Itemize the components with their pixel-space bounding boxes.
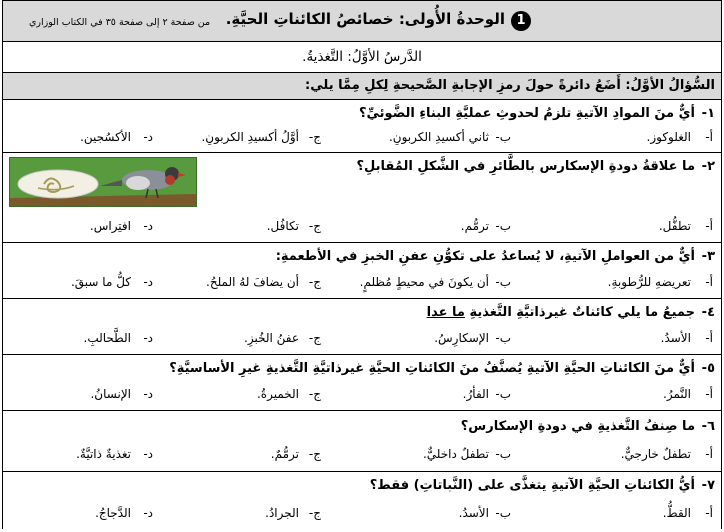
textbook-reference: من صفحة ٢ إلى صفحة ٣٥ في الكتاب الوزاري	[29, 17, 211, 28]
question-3	[3, 243, 721, 299]
option-c[interactable]: ج-تكافُل.	[266, 219, 321, 233]
lesson-title: الدَّرسُ الأوَّلُ: التَّغذيةُ.	[3, 42, 721, 73]
unit-header	[3, 0, 721, 42]
bird-parasite-image	[9, 157, 197, 207]
unit-title: الوحدةُ الأُولى: خصائصُ الكائناتِ الحيَّةِ.	[225, 10, 505, 28]
option-d[interactable]: د-الإنسانُ.	[90, 387, 153, 401]
option-a[interactable]: أ-الغلوكوز.	[646, 130, 713, 144]
option-d[interactable]: د-الدَّجاجُ.	[95, 506, 153, 520]
option-a[interactable]: أ-تعريضهِ للرُّطوبةِ.	[607, 275, 713, 289]
option-c[interactable]: ج-أن يضافَ لهُ الملحُ.	[206, 275, 321, 289]
option-a[interactable]: أ-القطُّ.	[662, 506, 713, 520]
option-a[interactable]: أ-تطفلٌ خارجيٌّ.	[620, 447, 713, 461]
option-d[interactable]: د-كلُّ ما سبقَ.	[70, 275, 153, 289]
worksheet	[2, 0, 722, 529]
option-d[interactable]: د-الطَّحالبِ.	[83, 331, 153, 345]
option-a[interactable]: أ-تطفُّل.	[658, 219, 713, 233]
question-one-heading: السُّؤالُ الأوَّلُ: أَضَعُ دائرةً حولَ رمزِ الإجابةِ الصَّحيحةِ لِكلِ مِمَّا يلي:	[3, 73, 721, 100]
question-stem	[359, 106, 715, 121]
option-b[interactable]: ب-الإسكارِسُ.	[434, 331, 511, 345]
except-emphasis: ما عدا	[426, 305, 465, 320]
question-4	[3, 299, 721, 355]
option-d[interactable]: د-تغذيةٌ ذاتيَّةٌ.	[76, 447, 153, 461]
option-c[interactable]: ج-ترمُّمٌ.	[270, 447, 321, 461]
option-b[interactable]: ب-الأسدُ.	[458, 506, 511, 520]
option-a[interactable]: أ-الأسدُ.	[660, 331, 713, 345]
question-stem: ٧-أيُّ الكائناتِ الحيَّةِ الآتيةِ يتغذَّى على (النَّباتاتِ) فقط؟	[369, 478, 715, 493]
question-stem: ٤-جميعُ ما يلي كائناتٌ غيرذاتيَّةِ التَّغذيةِ ما عدا	[426, 305, 715, 320]
option-b[interactable]: ب-ترمُّم.	[460, 219, 511, 233]
question-5	[3, 355, 721, 411]
option-b[interactable]: ب-ثاني أكسيدِ الكربونِ.	[388, 130, 511, 144]
question-stem: ٣-أيٌّ من العواملِ الآتيةِ، لا يُساعدُ على تكوُّنِ عفنِ الخبزِ في الأطعمةِ:	[275, 249, 715, 264]
question-7	[3, 472, 721, 532]
option-a[interactable]: أ-النَّمرُ.	[663, 387, 713, 401]
option-b[interactable]: ب-أن يكونَ في محيطٍ مُظلمٍ.	[359, 275, 511, 289]
question-text: أيٌّ منَ الموادِ الآتيةِ تلزمُ لحدوثِ عمليَّةِ البناءِ الضَّوئيِّ؟	[358, 106, 695, 121]
question-number: ١-	[701, 106, 715, 121]
question-2	[3, 153, 721, 243]
question-stem: ٥-أيٌّ منَ الكائناتِ الحيَّةِ الآتيةِ يُصنَّفُ منَ الكائناتِ الحيَّةِ غيرذاتيَّةِ التَّغذيةِ غيرِ الأساسيَّةِ؟	[169, 361, 715, 376]
unit-number-badge: 1	[511, 11, 531, 31]
option-b[interactable]: ب-تطفلٌ داخليٌّ.	[422, 447, 511, 461]
option-d[interactable]: د-الأكسُجين.	[80, 130, 153, 144]
option-c[interactable]: ج-الخميرةُ.	[256, 387, 321, 401]
question-stem: ٢-ما علاقةُ دودةِ الإسكارس بالطَّائرِ في الشَّكلِ المُقابلِ؟	[356, 159, 715, 174]
question-6	[3, 411, 721, 472]
question-stem: ٦-ما صِنفُ التَّغذيةِ في دودةِ الإسكارس؟	[460, 419, 715, 434]
question-1	[3, 100, 721, 153]
option-c[interactable]: ج-عفنُ الخُبزِ.	[244, 331, 321, 345]
option-d[interactable]: د-افتِراس.	[89, 219, 153, 233]
option-b[interactable]: ب-الفأرُ.	[462, 387, 511, 401]
option-c[interactable]: ج-الجرادُ.	[265, 506, 321, 520]
option-c[interactable]: ج-أوَّلُ أكسيدِ الكربونِ.	[201, 130, 321, 144]
